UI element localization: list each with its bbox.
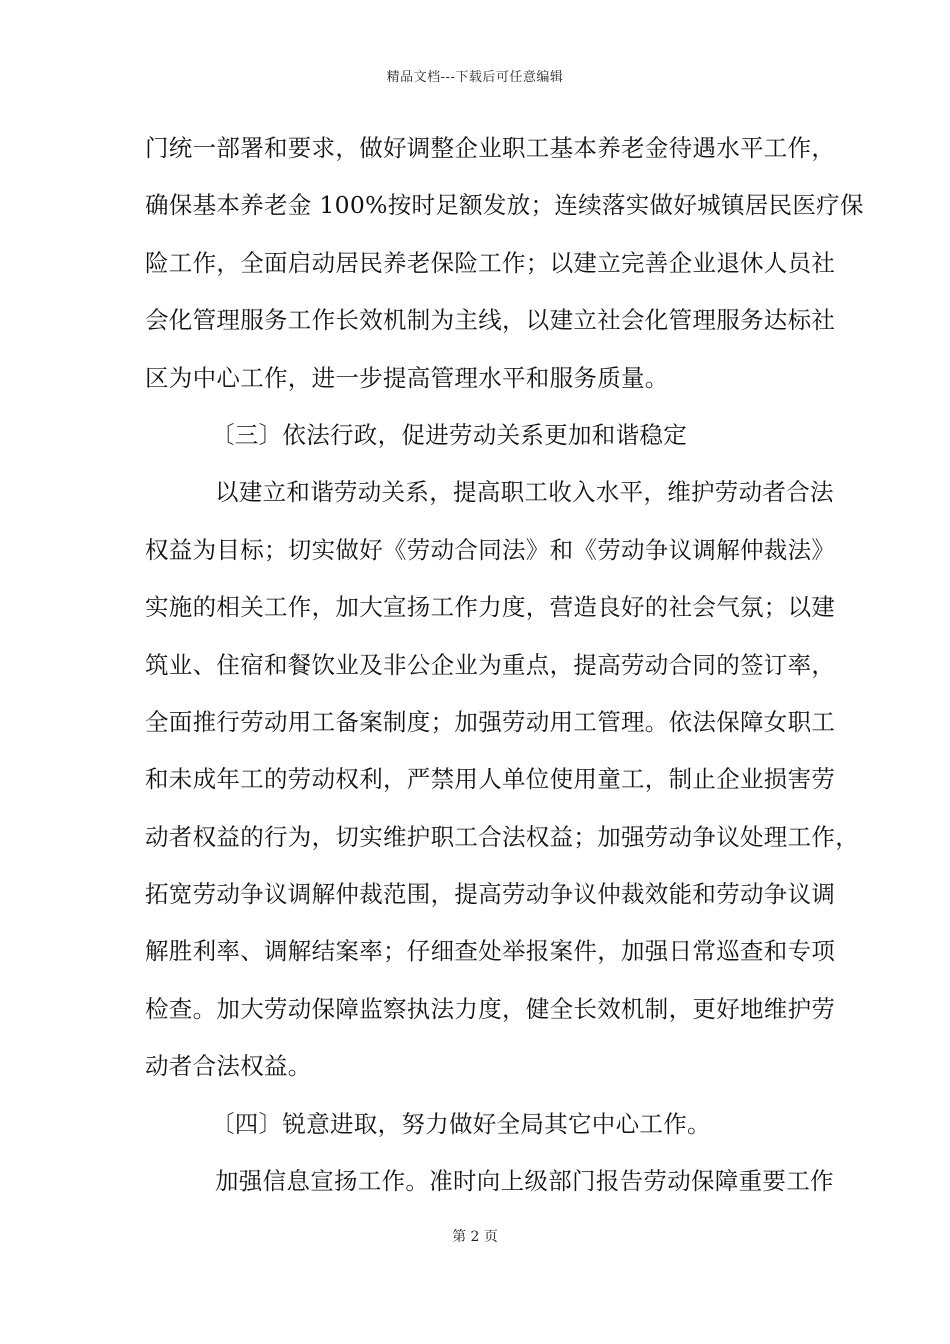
text-line: 区为中心工作，进一步提高管理水平和服务质量。 [145, 363, 669, 392]
page-number: 第 2 页 [452, 1229, 498, 1245]
text-line: 实施的相关工作，加大宣扬工作力度，营造良好的社会气氛；以建 [145, 593, 836, 622]
paragraph-first-line: 加强信息宣扬工作。准时向上级部门报告劳动保障重要工作 [215, 1167, 834, 1196]
page-header: 精品文档---下载后可任意编辑 [386, 70, 564, 85]
text-line: 拓宽劳动争议调解仲裁范围，提高劳动争议仲裁效能和劳动争议调 [145, 880, 836, 909]
text-line: 解胜利率、调解结案率；仔细查处举报案件，加强日常巡查和专项 [145, 937, 836, 966]
text-line: 检查。加大劳动保障监察执法力度，健全长效机制，更好地维护劳 [145, 994, 836, 1023]
text-line: 险工作，全面启动居民养老保险工作；以建立完善企业退休人员社 [145, 248, 836, 277]
text-line: 确保基本养老金 100%按时足额发放；连续落实做好城镇居民医疗保 [145, 191, 864, 220]
text-line: 动者合法权益。 [145, 1052, 312, 1081]
section-heading: 〔四〕锐意进取，努力做好全局其它中心工作。 [211, 1109, 711, 1138]
text-line: 会化管理服务工作长效机制为主线，以建立社会化管理服务达标社 [145, 306, 836, 335]
text-line: 权益为目标；切实做好《劳动合同法》和《劳动争议调解仲裁法》 [145, 535, 836, 564]
text-line: 动者权益的行为，切实维护职工合法权益；加强劳动争议处理工作， [145, 822, 859, 851]
text-line: 全面推行劳动用工备案制度；加强劳动用工管理。依法保障女职工 [145, 707, 836, 736]
text-line: 和未成年工的劳动权利，严禁用人单位使用童工，制止企业损害劳 [145, 765, 836, 794]
document-body [145, 120, 864, 1210]
paragraph-first-line: 以建立和谐劳动关系，提高职工收入水平，维护劳动者合法 [215, 478, 834, 507]
text-line: 筑业、住宿和餐饮业及非公企业为重点，提高劳动合同的签订率， [145, 650, 836, 679]
text-line: 门统一部署和要求，做好调整企业职工基本养老金待遇水平工作， [145, 134, 836, 162]
section-heading: 〔三〕依法行政，促进劳动关系更加和谐稳定 [211, 420, 687, 449]
